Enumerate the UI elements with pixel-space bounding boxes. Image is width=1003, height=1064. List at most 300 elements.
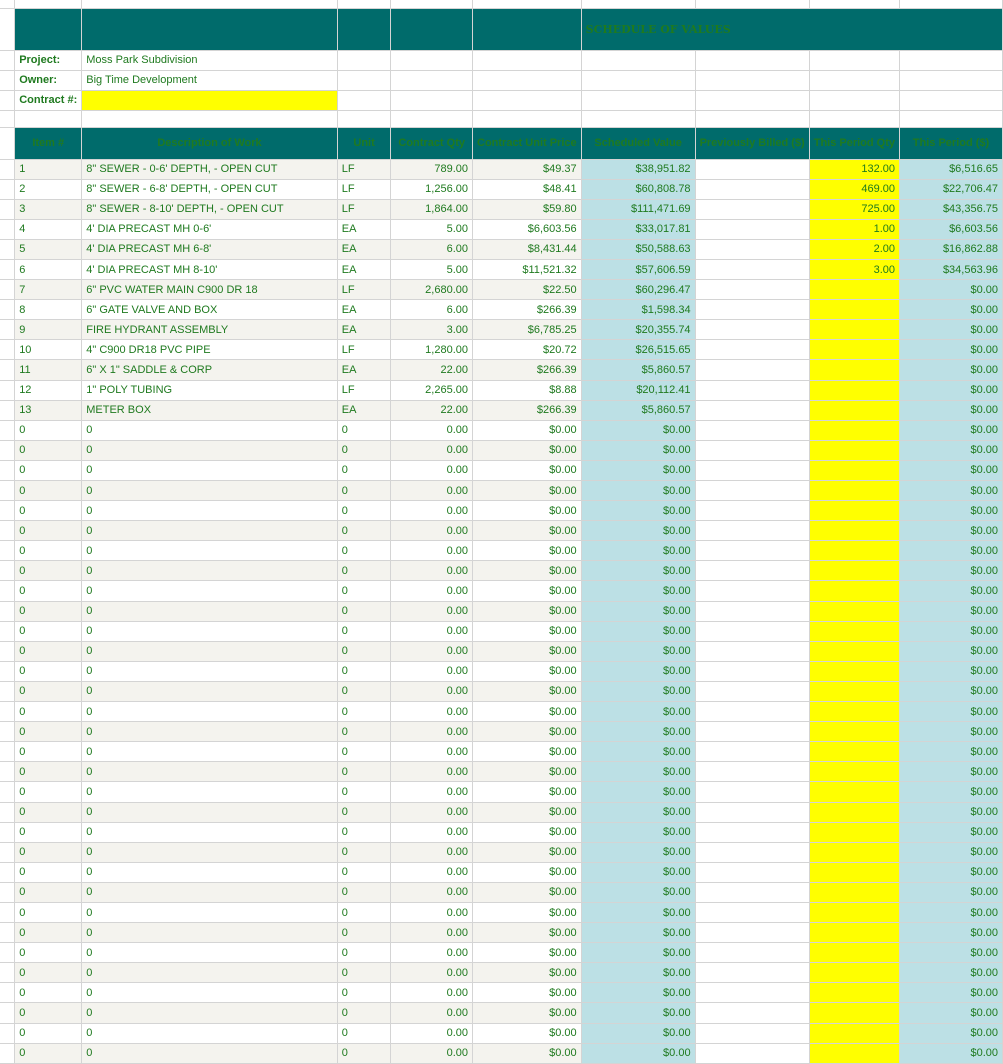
- description-cell[interactable]: 0: [82, 681, 338, 701]
- scheduled-value-cell[interactable]: $57,606.59: [581, 259, 695, 279]
- previously-billed-cell[interactable]: [695, 541, 809, 561]
- this-period-qty-cell[interactable]: 2.00: [809, 239, 899, 259]
- this-period-amount-cell[interactable]: $0.00: [900, 1003, 1003, 1023]
- description-cell[interactable]: 8" SEWER - 8-10' DEPTH, - OPEN CUT: [82, 199, 338, 219]
- item-number-cell[interactable]: 0: [15, 802, 82, 822]
- item-number-cell[interactable]: 0: [15, 481, 82, 501]
- unit-cell[interactable]: EA: [337, 259, 391, 279]
- header-contract-qty[interactable]: Contract Qty: [391, 127, 473, 159]
- item-number-cell[interactable]: 0: [15, 621, 82, 641]
- description-cell[interactable]: METER BOX: [82, 400, 338, 420]
- contract-qty-cell[interactable]: 0.00: [391, 902, 473, 922]
- this-period-amount-cell[interactable]: $0.00: [900, 481, 1003, 501]
- unit-price-cell[interactable]: $0.00: [473, 842, 582, 862]
- unit-price-cell[interactable]: $0.00: [473, 943, 582, 963]
- previously-billed-cell[interactable]: [695, 601, 809, 621]
- this-period-amount-cell[interactable]: $0.00: [900, 802, 1003, 822]
- this-period-qty-cell[interactable]: [809, 822, 899, 842]
- item-number-cell[interactable]: 0: [15, 641, 82, 661]
- scheduled-value-cell[interactable]: $111,471.69: [581, 199, 695, 219]
- this-period-qty-cell[interactable]: [809, 1023, 899, 1043]
- previously-billed-cell[interactable]: [695, 983, 809, 1003]
- this-period-qty-cell[interactable]: [809, 742, 899, 762]
- header-previously-billed[interactable]: Previously Billed ($): [695, 127, 809, 159]
- item-number-cell[interactable]: 0: [15, 902, 82, 922]
- unit-cell[interactable]: 0: [337, 601, 391, 621]
- previously-billed-cell[interactable]: [695, 521, 809, 541]
- scheduled-value-cell[interactable]: $0.00: [581, 882, 695, 902]
- this-period-amount-cell[interactable]: $6,516.65: [900, 159, 1003, 179]
- scheduled-value-cell[interactable]: $20,112.41: [581, 380, 695, 400]
- item-number-cell[interactable]: 5: [15, 239, 82, 259]
- unit-cell[interactable]: 0: [337, 822, 391, 842]
- scheduled-value-cell[interactable]: $0.00: [581, 681, 695, 701]
- description-cell[interactable]: 0: [82, 561, 338, 581]
- previously-billed-cell[interactable]: [695, 681, 809, 701]
- this-period-amount-cell[interactable]: $0.00: [900, 822, 1003, 842]
- scheduled-value-cell[interactable]: $0.00: [581, 460, 695, 480]
- previously-billed-cell[interactable]: [695, 702, 809, 722]
- description-cell[interactable]: 8" SEWER - 6-8' DEPTH, - OPEN CUT: [82, 179, 338, 199]
- owner-label[interactable]: Owner:: [15, 70, 82, 90]
- description-cell[interactable]: 4" C900 DR18 PVC PIPE: [82, 340, 338, 360]
- this-period-qty-cell[interactable]: [809, 561, 899, 581]
- unit-cell[interactable]: LF: [337, 340, 391, 360]
- scheduled-value-cell[interactable]: $0.00: [581, 963, 695, 983]
- unit-cell[interactable]: 0: [337, 661, 391, 681]
- this-period-amount-cell[interactable]: $16,862.88: [900, 239, 1003, 259]
- description-cell[interactable]: 0: [82, 943, 338, 963]
- item-number-cell[interactable]: 0: [15, 1003, 82, 1023]
- scheduled-value-cell[interactable]: $0.00: [581, 661, 695, 681]
- this-period-amount-cell[interactable]: $0.00: [900, 742, 1003, 762]
- contract-qty-cell[interactable]: 0.00: [391, 641, 473, 661]
- scheduled-value-cell[interactable]: $60,296.47: [581, 280, 695, 300]
- item-number-cell[interactable]: 2: [15, 179, 82, 199]
- item-number-cell[interactable]: 0: [15, 541, 82, 561]
- previously-billed-cell[interactable]: [695, 742, 809, 762]
- this-period-qty-cell[interactable]: [809, 842, 899, 862]
- this-period-qty-cell[interactable]: [809, 360, 899, 380]
- description-cell[interactable]: 0: [82, 862, 338, 882]
- this-period-qty-cell[interactable]: [809, 681, 899, 701]
- scheduled-value-cell[interactable]: $0.00: [581, 541, 695, 561]
- contract-qty-cell[interactable]: 0.00: [391, 822, 473, 842]
- item-number-cell[interactable]: 9: [15, 320, 82, 340]
- this-period-qty-cell[interactable]: [809, 641, 899, 661]
- previously-billed-cell[interactable]: [695, 561, 809, 581]
- contract-qty-cell[interactable]: 0.00: [391, 601, 473, 621]
- previously-billed-cell[interactable]: [695, 179, 809, 199]
- unit-cell[interactable]: 0: [337, 963, 391, 983]
- previously-billed-cell[interactable]: [695, 802, 809, 822]
- item-number-cell[interactable]: 0: [15, 983, 82, 1003]
- this-period-amount-cell[interactable]: $0.00: [900, 882, 1003, 902]
- this-period-qty-cell[interactable]: 725.00: [809, 199, 899, 219]
- unit-price-cell[interactable]: $20.72: [473, 340, 582, 360]
- contract-qty-cell[interactable]: 3.00: [391, 320, 473, 340]
- previously-billed-cell[interactable]: [695, 963, 809, 983]
- owner-value[interactable]: Big Time Development: [82, 70, 338, 90]
- description-cell[interactable]: 0: [82, 1003, 338, 1023]
- unit-price-cell[interactable]: $8,431.44: [473, 239, 582, 259]
- description-cell[interactable]: 0: [82, 1043, 338, 1063]
- description-cell[interactable]: 0: [82, 521, 338, 541]
- contract-qty-cell[interactable]: 0.00: [391, 1023, 473, 1043]
- project-label[interactable]: Project:: [15, 50, 82, 70]
- contract-qty-cell[interactable]: 0.00: [391, 782, 473, 802]
- item-number-cell[interactable]: 0: [15, 722, 82, 742]
- previously-billed-cell[interactable]: [695, 380, 809, 400]
- unit-price-cell[interactable]: $266.39: [473, 360, 582, 380]
- description-cell[interactable]: FIRE HYDRANT ASSEMBLY: [82, 320, 338, 340]
- contract-qty-cell[interactable]: 0.00: [391, 561, 473, 581]
- unit-cell[interactable]: 0: [337, 501, 391, 521]
- unit-cell[interactable]: 0: [337, 521, 391, 541]
- unit-cell[interactable]: 0: [337, 561, 391, 581]
- header-contract-unit-price[interactable]: Contract Unit Price: [473, 127, 582, 159]
- scheduled-value-cell[interactable]: $0.00: [581, 983, 695, 1003]
- scheduled-value-cell[interactable]: $0.00: [581, 561, 695, 581]
- description-cell[interactable]: 0: [82, 882, 338, 902]
- unit-price-cell[interactable]: $6,603.56: [473, 219, 582, 239]
- scheduled-value-cell[interactable]: $0.00: [581, 440, 695, 460]
- contract-qty-cell[interactable]: 0.00: [391, 802, 473, 822]
- description-cell[interactable]: 0: [82, 641, 338, 661]
- this-period-amount-cell[interactable]: $0.00: [900, 320, 1003, 340]
- this-period-qty-cell[interactable]: [809, 440, 899, 460]
- previously-billed-cell[interactable]: [695, 1003, 809, 1023]
- scheduled-value-cell[interactable]: $26,515.65: [581, 340, 695, 360]
- this-period-amount-cell[interactable]: $0.00: [900, 1043, 1003, 1063]
- contract-qty-cell[interactable]: 0.00: [391, 581, 473, 601]
- previously-billed-cell[interactable]: [695, 460, 809, 480]
- item-number-cell[interactable]: 0: [15, 420, 82, 440]
- contract-qty-cell[interactable]: 0.00: [391, 762, 473, 782]
- description-cell[interactable]: 6" X 1" SADDLE & CORP: [82, 360, 338, 380]
- this-period-qty-cell[interactable]: [809, 862, 899, 882]
- description-cell[interactable]: 0: [82, 541, 338, 561]
- contract-qty-cell[interactable]: 0.00: [391, 521, 473, 541]
- item-number-cell[interactable]: 0: [15, 521, 82, 541]
- previously-billed-cell[interactable]: [695, 219, 809, 239]
- scheduled-value-cell[interactable]: $0.00: [581, 923, 695, 943]
- description-cell[interactable]: 0: [82, 621, 338, 641]
- sheet-title[interactable]: SCHEDULE OF VALUES: [581, 8, 1002, 50]
- this-period-amount-cell[interactable]: $0.00: [900, 340, 1003, 360]
- unit-price-cell[interactable]: $0.00: [473, 681, 582, 701]
- header-unit[interactable]: Unit: [337, 127, 391, 159]
- scheduled-value-cell[interactable]: $0.00: [581, 641, 695, 661]
- this-period-qty-cell[interactable]: [809, 923, 899, 943]
- unit-cell[interactable]: EA: [337, 320, 391, 340]
- scheduled-value-cell[interactable]: $20,355.74: [581, 320, 695, 340]
- item-number-cell[interactable]: 10: [15, 340, 82, 360]
- description-cell[interactable]: 0: [82, 460, 338, 480]
- unit-price-cell[interactable]: $0.00: [473, 822, 582, 842]
- description-cell[interactable]: 0: [82, 601, 338, 621]
- item-number-cell[interactable]: 0: [15, 742, 82, 762]
- unit-cell[interactable]: 0: [337, 702, 391, 722]
- previously-billed-cell[interactable]: [695, 300, 809, 320]
- scheduled-value-cell[interactable]: $0.00: [581, 862, 695, 882]
- unit-cell[interactable]: 0: [337, 983, 391, 1003]
- description-cell[interactable]: 0: [82, 782, 338, 802]
- previously-billed-cell[interactable]: [695, 822, 809, 842]
- header-description[interactable]: Description of Work: [82, 127, 338, 159]
- unit-price-cell[interactable]: $0.00: [473, 882, 582, 902]
- previously-billed-cell[interactable]: [695, 420, 809, 440]
- this-period-qty-cell[interactable]: [809, 320, 899, 340]
- this-period-qty-cell[interactable]: [809, 400, 899, 420]
- this-period-qty-cell[interactable]: 469.00: [809, 179, 899, 199]
- scheduled-value-cell[interactable]: $0.00: [581, 902, 695, 922]
- this-period-qty-cell[interactable]: [809, 521, 899, 541]
- contract-qty-cell[interactable]: 0.00: [391, 862, 473, 882]
- this-period-amount-cell[interactable]: $0.00: [900, 842, 1003, 862]
- previously-billed-cell[interactable]: [695, 340, 809, 360]
- previously-billed-cell[interactable]: [695, 440, 809, 460]
- contract-qty-cell[interactable]: 2,680.00: [391, 280, 473, 300]
- unit-price-cell[interactable]: $22.50: [473, 280, 582, 300]
- previously-billed-cell[interactable]: [695, 159, 809, 179]
- contract-qty-cell[interactable]: 0.00: [391, 963, 473, 983]
- unit-cell[interactable]: 0: [337, 440, 391, 460]
- header-this-period-qty[interactable]: This Period Qty: [809, 127, 899, 159]
- scheduled-value-cell[interactable]: $0.00: [581, 943, 695, 963]
- unit-cell[interactable]: 0: [337, 782, 391, 802]
- unit-price-cell[interactable]: $0.00: [473, 1023, 582, 1043]
- scheduled-value-cell[interactable]: $0.00: [581, 420, 695, 440]
- item-number-cell[interactable]: 0: [15, 440, 82, 460]
- unit-cell[interactable]: LF: [337, 280, 391, 300]
- unit-cell[interactable]: LF: [337, 199, 391, 219]
- previously-billed-cell[interactable]: [695, 782, 809, 802]
- unit-price-cell[interactable]: $0.00: [473, 420, 582, 440]
- this-period-qty-cell[interactable]: [809, 581, 899, 601]
- previously-billed-cell[interactable]: [695, 923, 809, 943]
- this-period-amount-cell[interactable]: $0.00: [900, 902, 1003, 922]
- unit-price-cell[interactable]: $0.00: [473, 742, 582, 762]
- unit-cell[interactable]: 0: [337, 882, 391, 902]
- contract-qty-cell[interactable]: 0.00: [391, 541, 473, 561]
- contract-label[interactable]: Contract #:: [15, 90, 82, 110]
- this-period-qty-cell[interactable]: [809, 882, 899, 902]
- contract-qty-cell[interactable]: 0.00: [391, 1003, 473, 1023]
- contract-qty-cell[interactable]: 6.00: [391, 239, 473, 259]
- this-period-qty-cell[interactable]: [809, 280, 899, 300]
- item-number-cell[interactable]: 0: [15, 561, 82, 581]
- item-number-cell[interactable]: 0: [15, 681, 82, 701]
- header-scheduled-value[interactable]: Scheduled Value: [581, 127, 695, 159]
- scheduled-value-cell[interactable]: $0.00: [581, 822, 695, 842]
- item-number-cell[interactable]: 7: [15, 280, 82, 300]
- previously-billed-cell[interactable]: [695, 320, 809, 340]
- unit-cell[interactable]: 0: [337, 722, 391, 742]
- this-period-qty-cell[interactable]: [809, 481, 899, 501]
- unit-cell[interactable]: 0: [337, 581, 391, 601]
- contract-qty-cell[interactable]: 0.00: [391, 681, 473, 701]
- this-period-amount-cell[interactable]: $34,563.96: [900, 259, 1003, 279]
- scheduled-value-cell[interactable]: $0.00: [581, 521, 695, 541]
- scheduled-value-cell[interactable]: $0.00: [581, 782, 695, 802]
- this-period-qty-cell[interactable]: 132.00: [809, 159, 899, 179]
- scheduled-value-cell[interactable]: $0.00: [581, 702, 695, 722]
- this-period-qty-cell[interactable]: [809, 1043, 899, 1063]
- scheduled-value-cell[interactable]: $0.00: [581, 802, 695, 822]
- previously-billed-cell[interactable]: [695, 722, 809, 742]
- item-number-cell[interactable]: 0: [15, 963, 82, 983]
- unit-price-cell[interactable]: $8.88: [473, 380, 582, 400]
- scheduled-value-cell[interactable]: $0.00: [581, 1003, 695, 1023]
- this-period-amount-cell[interactable]: $0.00: [900, 722, 1003, 742]
- previously-billed-cell[interactable]: [695, 661, 809, 681]
- description-cell[interactable]: 0: [82, 923, 338, 943]
- unit-price-cell[interactable]: $0.00: [473, 521, 582, 541]
- previously-billed-cell[interactable]: [695, 501, 809, 521]
- contract-qty-cell[interactable]: 789.00: [391, 159, 473, 179]
- this-period-amount-cell[interactable]: $0.00: [900, 862, 1003, 882]
- this-period-qty-cell[interactable]: 1.00: [809, 219, 899, 239]
- contract-qty-cell[interactable]: 0.00: [391, 882, 473, 902]
- unit-cell[interactable]: 0: [337, 902, 391, 922]
- unit-cell[interactable]: 0: [337, 943, 391, 963]
- contract-qty-cell[interactable]: 5.00: [391, 219, 473, 239]
- unit-price-cell[interactable]: $0.00: [473, 983, 582, 1003]
- unit-cell[interactable]: 0: [337, 621, 391, 641]
- this-period-amount-cell[interactable]: $0.00: [900, 641, 1003, 661]
- unit-price-cell[interactable]: $6,785.25: [473, 320, 582, 340]
- unit-cell[interactable]: 0: [337, 1023, 391, 1043]
- unit-price-cell[interactable]: $0.00: [473, 722, 582, 742]
- description-cell[interactable]: 8" SEWER - 0-6' DEPTH, - OPEN CUT: [82, 159, 338, 179]
- previously-billed-cell[interactable]: [695, 862, 809, 882]
- item-number-cell[interactable]: 0: [15, 862, 82, 882]
- unit-cell[interactable]: 0: [337, 420, 391, 440]
- description-cell[interactable]: 0: [82, 802, 338, 822]
- this-period-qty-cell[interactable]: [809, 501, 899, 521]
- this-period-amount-cell[interactable]: $0.00: [900, 501, 1003, 521]
- unit-cell[interactable]: 0: [337, 842, 391, 862]
- previously-billed-cell[interactable]: [695, 1023, 809, 1043]
- this-period-qty-cell[interactable]: [809, 762, 899, 782]
- this-period-qty-cell[interactable]: [809, 661, 899, 681]
- item-number-cell[interactable]: 0: [15, 460, 82, 480]
- scheduled-value-cell[interactable]: $60,808.78: [581, 179, 695, 199]
- contract-number-input[interactable]: [82, 90, 338, 110]
- this-period-amount-cell[interactable]: $0.00: [900, 460, 1003, 480]
- description-cell[interactable]: 0: [82, 722, 338, 742]
- header-this-period-amount[interactable]: This Period ($): [900, 127, 1003, 159]
- this-period-amount-cell[interactable]: $0.00: [900, 923, 1003, 943]
- this-period-amount-cell[interactable]: $0.00: [900, 702, 1003, 722]
- scheduled-value-cell[interactable]: $5,860.57: [581, 400, 695, 420]
- this-period-amount-cell[interactable]: $43,356.75: [900, 199, 1003, 219]
- unit-price-cell[interactable]: $0.00: [473, 440, 582, 460]
- item-number-cell[interactable]: 0: [15, 943, 82, 963]
- unit-cell[interactable]: LF: [337, 179, 391, 199]
- contract-qty-cell[interactable]: 0.00: [391, 481, 473, 501]
- contract-qty-cell[interactable]: 0.00: [391, 420, 473, 440]
- previously-billed-cell[interactable]: [695, 762, 809, 782]
- unit-price-cell[interactable]: $0.00: [473, 661, 582, 681]
- contract-qty-cell[interactable]: 0.00: [391, 501, 473, 521]
- description-cell[interactable]: 6" GATE VALVE AND BOX: [82, 300, 338, 320]
- unit-price-cell[interactable]: $0.00: [473, 641, 582, 661]
- scheduled-value-cell[interactable]: $0.00: [581, 481, 695, 501]
- unit-cell[interactable]: 0: [337, 862, 391, 882]
- scheduled-value-cell[interactable]: $0.00: [581, 842, 695, 862]
- description-cell[interactable]: 4' DIA PRECAST MH 6-8': [82, 239, 338, 259]
- this-period-qty-cell[interactable]: [809, 943, 899, 963]
- contract-qty-cell[interactable]: 0.00: [391, 661, 473, 681]
- this-period-qty-cell[interactable]: 3.00: [809, 259, 899, 279]
- scheduled-value-cell[interactable]: $1,598.34: [581, 300, 695, 320]
- unit-cell[interactable]: LF: [337, 159, 391, 179]
- this-period-amount-cell[interactable]: $6,603.56: [900, 219, 1003, 239]
- unit-cell[interactable]: EA: [337, 219, 391, 239]
- unit-price-cell[interactable]: $0.00: [473, 802, 582, 822]
- unit-price-cell[interactable]: $0.00: [473, 1003, 582, 1023]
- unit-price-cell[interactable]: $0.00: [473, 561, 582, 581]
- this-period-qty-cell[interactable]: [809, 722, 899, 742]
- unit-cell[interactable]: 0: [337, 681, 391, 701]
- this-period-amount-cell[interactable]: $0.00: [900, 681, 1003, 701]
- item-number-cell[interactable]: 3: [15, 199, 82, 219]
- scheduled-value-cell[interactable]: $5,860.57: [581, 360, 695, 380]
- contract-qty-cell[interactable]: 0.00: [391, 923, 473, 943]
- item-number-cell[interactable]: 0: [15, 501, 82, 521]
- unit-price-cell[interactable]: $0.00: [473, 481, 582, 501]
- unit-cell[interactable]: 0: [337, 541, 391, 561]
- this-period-qty-cell[interactable]: [809, 460, 899, 480]
- contract-qty-cell[interactable]: 22.00: [391, 360, 473, 380]
- description-cell[interactable]: 0: [82, 501, 338, 521]
- unit-price-cell[interactable]: $0.00: [473, 501, 582, 521]
- this-period-qty-cell[interactable]: [809, 300, 899, 320]
- this-period-amount-cell[interactable]: $0.00: [900, 521, 1003, 541]
- item-number-cell[interactable]: 0: [15, 702, 82, 722]
- previously-billed-cell[interactable]: [695, 882, 809, 902]
- description-cell[interactable]: 0: [82, 842, 338, 862]
- this-period-amount-cell[interactable]: $0.00: [900, 581, 1003, 601]
- previously-billed-cell[interactable]: [695, 621, 809, 641]
- scheduled-value-cell[interactable]: $0.00: [581, 722, 695, 742]
- item-number-cell[interactable]: 11: [15, 360, 82, 380]
- this-period-amount-cell[interactable]: $0.00: [900, 360, 1003, 380]
- this-period-qty-cell[interactable]: [809, 802, 899, 822]
- contract-qty-cell[interactable]: 2,265.00: [391, 380, 473, 400]
- previously-billed-cell[interactable]: [695, 641, 809, 661]
- this-period-qty-cell[interactable]: [809, 1003, 899, 1023]
- this-period-qty-cell[interactable]: [809, 902, 899, 922]
- previously-billed-cell[interactable]: [695, 400, 809, 420]
- this-period-amount-cell[interactable]: $0.00: [900, 300, 1003, 320]
- unit-cell[interactable]: 0: [337, 923, 391, 943]
- this-period-amount-cell[interactable]: $0.00: [900, 1023, 1003, 1043]
- unit-cell[interactable]: 0: [337, 481, 391, 501]
- previously-billed-cell[interactable]: [695, 902, 809, 922]
- item-number-cell[interactable]: 8: [15, 300, 82, 320]
- unit-price-cell[interactable]: $0.00: [473, 702, 582, 722]
- scheduled-value-cell[interactable]: $0.00: [581, 1043, 695, 1063]
- item-number-cell[interactable]: 0: [15, 822, 82, 842]
- unit-price-cell[interactable]: $0.00: [473, 762, 582, 782]
- item-number-cell[interactable]: 0: [15, 882, 82, 902]
- unit-price-cell[interactable]: $0.00: [473, 460, 582, 480]
- unit-price-cell[interactable]: $11,521.32: [473, 259, 582, 279]
- unit-price-cell[interactable]: $49.37: [473, 159, 582, 179]
